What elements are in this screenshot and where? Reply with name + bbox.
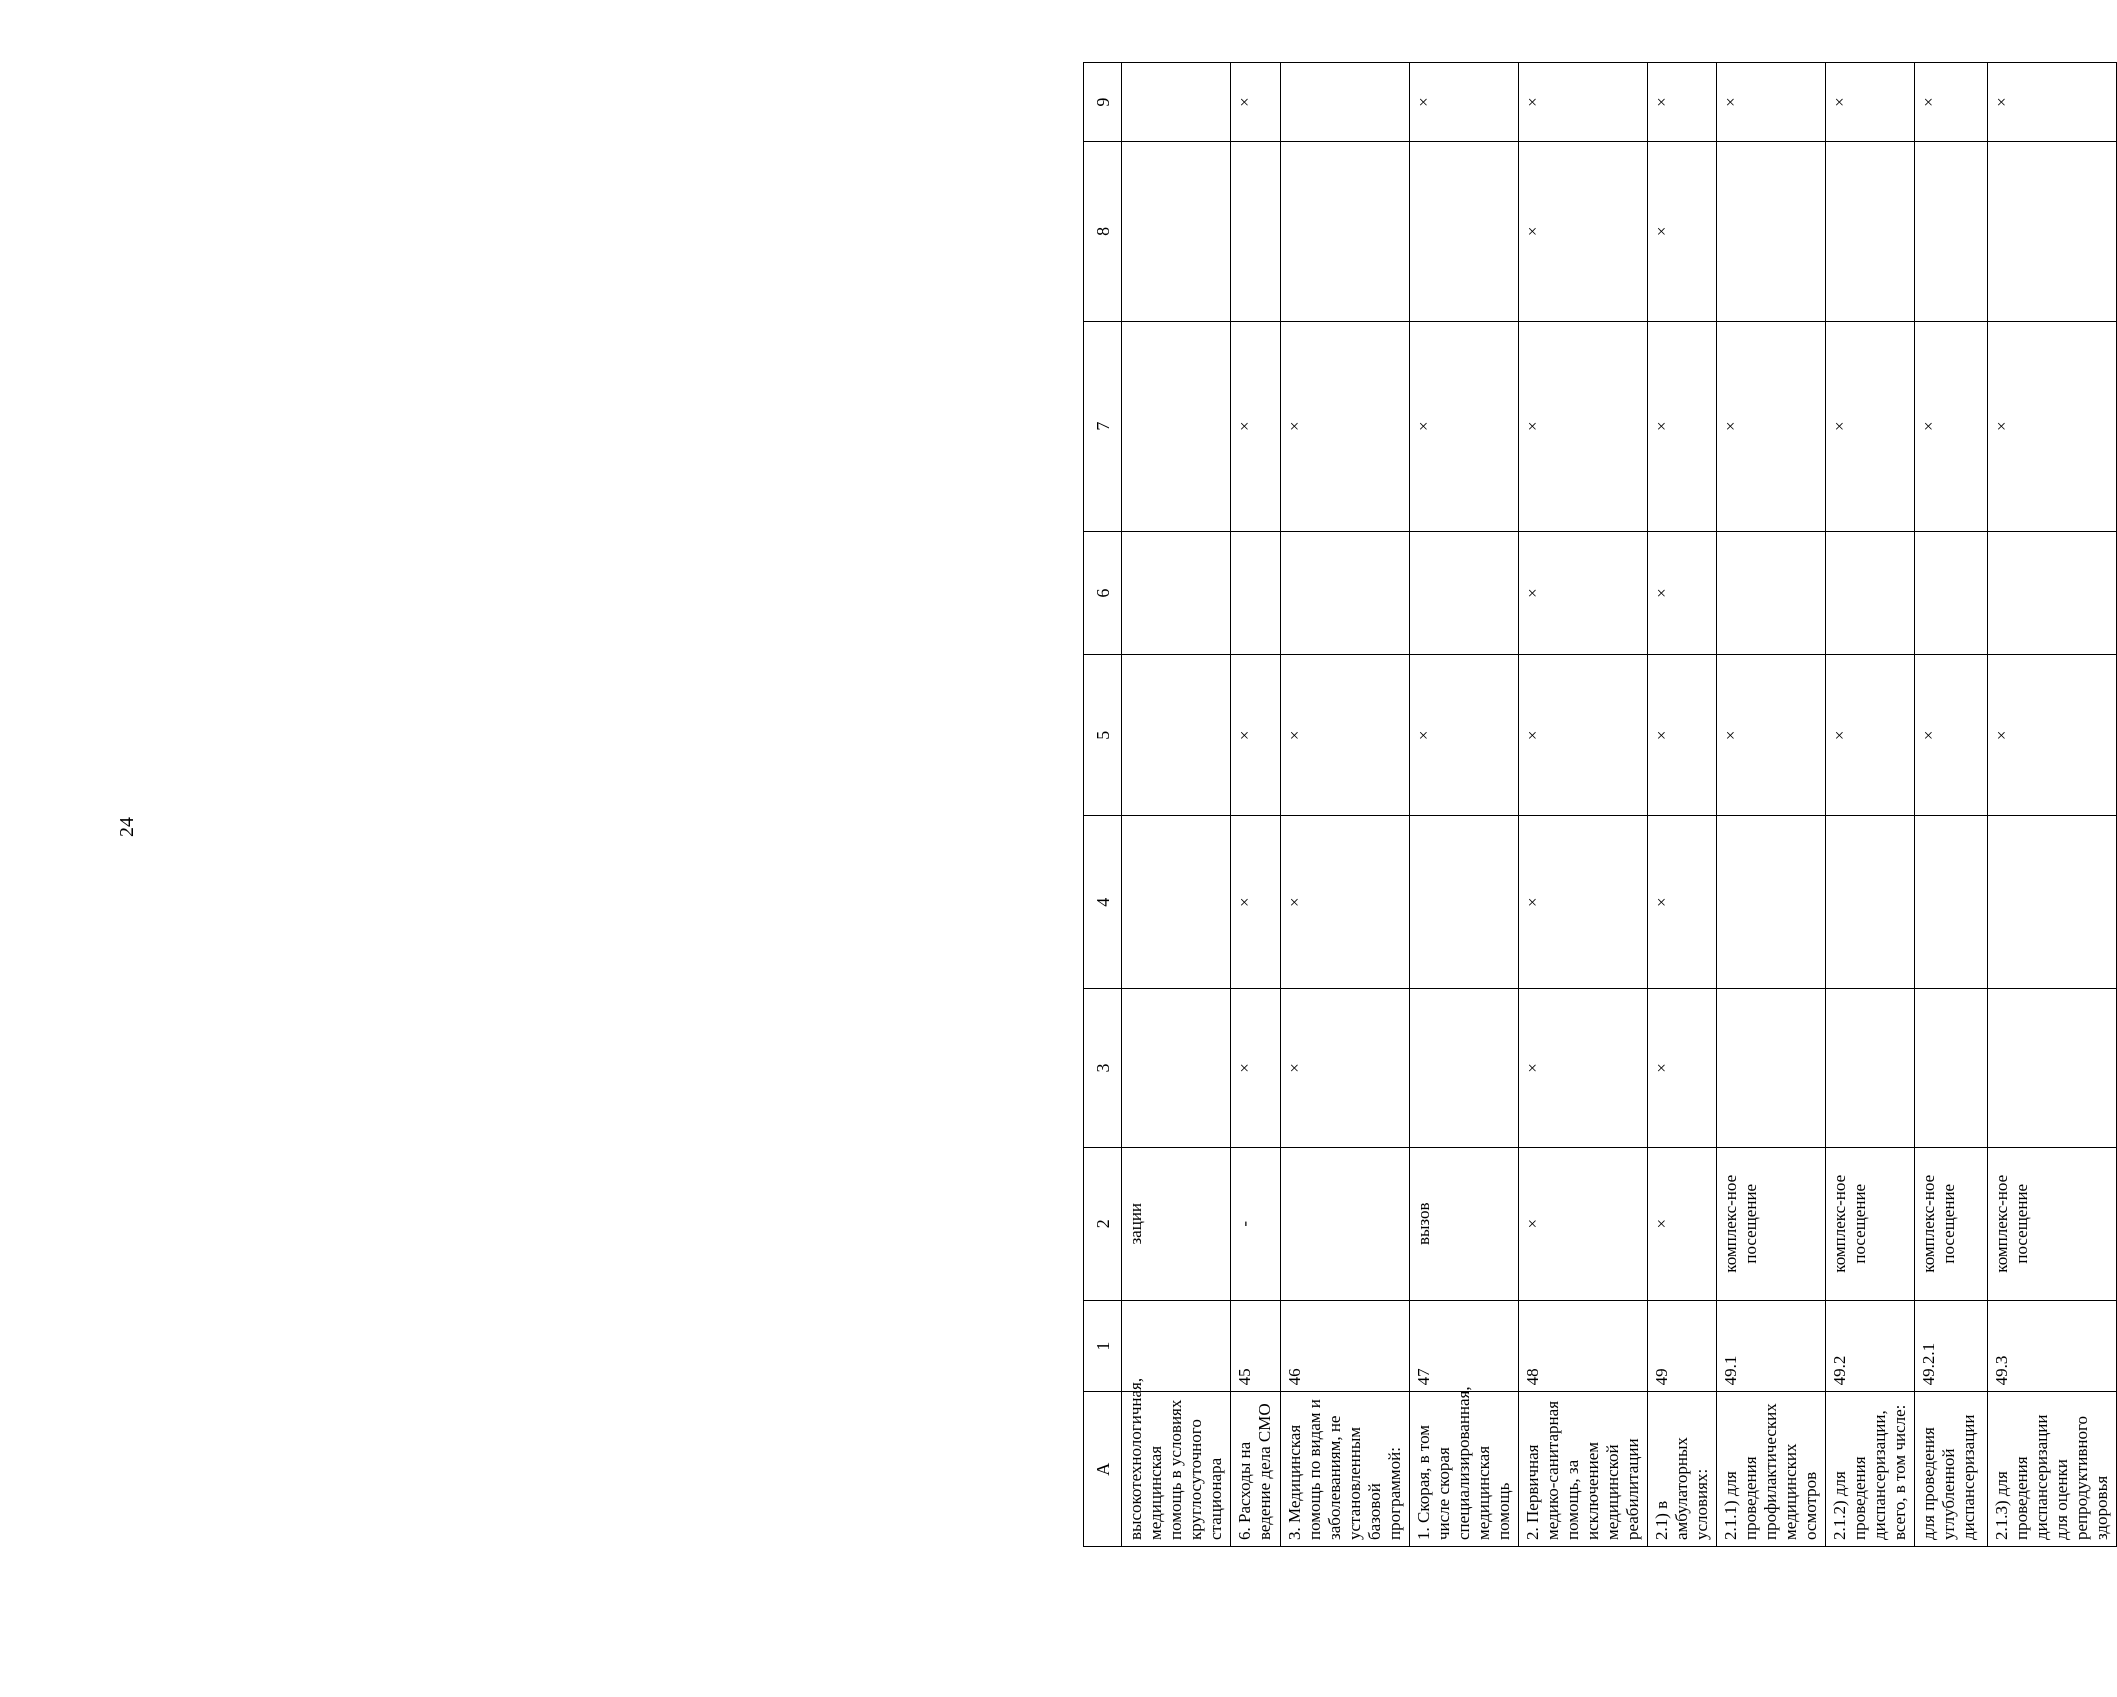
row-label-cell: 2.1.2) для проведения диспансеризации, всего, в том числе: (1826, 1392, 1915, 1547)
row-label-cell: 2. Первичная медико-санитарная помощь, за исключением медицинской реабилитации (1519, 1392, 1648, 1547)
header-cell-8: 8 (1084, 142, 1122, 321)
table-cell-col-5: × (1519, 655, 1648, 816)
table-row (1122, 63, 1231, 1547)
table-cell-col-9: × (1519, 63, 1648, 142)
table-cell-col-6: × (1519, 531, 1648, 655)
row-label-cell: 2.1.1) для проведения профилактических медицинских осмотров (1717, 1392, 1826, 1547)
table-cell-col-6 (1826, 531, 1915, 655)
table-cell-col-4 (1717, 816, 1826, 989)
table-cell-col-2: комплекс-ное посещение (1988, 1147, 2117, 1300)
table-cell-col-7: × (1826, 321, 1915, 531)
table-cell-col-3: × (1231, 989, 1281, 1147)
table-cell-col-5 (1122, 655, 1231, 816)
table-cell-col-5: × (1826, 655, 1915, 816)
table-cell-col-8: × (1519, 142, 1648, 321)
table-cell-col-1: 49.1 (1717, 1300, 1826, 1392)
table-row (1281, 63, 1410, 1547)
table-cell-col-3 (1915, 989, 1988, 1147)
table-cell-col-3: × (1519, 989, 1648, 1147)
header-cell-4: 4 (1084, 816, 1122, 989)
table-cell-col-2: комплекс-ное посещение (1915, 1147, 1988, 1300)
table-cell-col-9 (1122, 63, 1231, 142)
table-cell-col-5: × (1988, 655, 2117, 816)
table-body (1084, 63, 2117, 1547)
table-cell-col-8 (1410, 142, 1519, 321)
table-cell-col-4 (1826, 816, 1915, 989)
table-cell-col-7: × (1717, 321, 1826, 531)
header-cell-5: 5 (1084, 655, 1122, 816)
table-row (1717, 63, 1826, 1547)
header-cell-1: 1 (1084, 1300, 1122, 1392)
row-label-cell: 3. Медицинская помощь по видам и заболеваниям, не установленным базовой программой: (1281, 1392, 1410, 1547)
header-row (1084, 63, 1122, 1547)
table-cell-col-9: × (1717, 63, 1826, 142)
table-cell-col-3 (1122, 989, 1231, 1147)
table-row (1988, 63, 2117, 1547)
table-cell-col-5: × (1717, 655, 1826, 816)
table-cell-col-2: зации (1122, 1147, 1231, 1300)
header-cell-6: 6 (1084, 531, 1122, 655)
table-cell-col-5: × (1231, 655, 1281, 816)
table-cell-col-7: × (1231, 321, 1281, 531)
table-cell-col-8 (1231, 142, 1281, 321)
table-cell-col-9: × (1648, 63, 1717, 142)
table-cell-col-4 (1122, 816, 1231, 989)
table-cell-col-8 (1988, 142, 2117, 321)
table-cell-col-6 (1410, 531, 1519, 655)
table-cell-col-9: × (1231, 63, 1281, 142)
table-cell-col-6: × (1648, 531, 1717, 655)
header-cell-a: А (1084, 1392, 1122, 1547)
table-cell-col-4: × (1231, 816, 1281, 989)
table-cell-col-5: × (1281, 655, 1410, 816)
row-label-cell: для проведения углубленной диспансеризации (1915, 1392, 1988, 1547)
header-cell-7: 7 (1084, 321, 1122, 531)
table-cell-col-2 (1281, 1147, 1410, 1300)
table-cell-col-1: 45 (1231, 1300, 1281, 1392)
row-label-cell: 2.1.3) для проведения диспансеризации для оценки репродуктивного здоровья (1988, 1392, 2117, 1547)
table-cell-col-8 (1281, 142, 1410, 321)
table-cell-col-7 (1122, 321, 1231, 531)
table-cell-col-5: × (1915, 655, 1988, 816)
table-cell-col-3: × (1281, 989, 1410, 1147)
table-cell-col-4: × (1519, 816, 1648, 989)
table-row (1915, 63, 1988, 1547)
row-label-cell: 6. Расходы на ведение дела СМО (1231, 1392, 1281, 1547)
table-cell-col-4 (1915, 816, 1988, 989)
table-cell-col-5: × (1410, 655, 1519, 816)
table-cell-col-1: 49.2.1 (1915, 1300, 1988, 1392)
table-cell-col-1: 47 (1410, 1300, 1519, 1392)
table-cell-col-3 (1410, 989, 1519, 1147)
table-cell-col-6 (1122, 531, 1231, 655)
table-cell-col-3 (1717, 989, 1826, 1147)
table-cell-col-9: × (1915, 63, 1988, 142)
table-cell-col-6 (1281, 531, 1410, 655)
table-cell-col-6 (1717, 531, 1826, 655)
table-cell-col-9: × (1410, 63, 1519, 142)
table-cell-col-3: × (1648, 989, 1717, 1147)
table-cell-col-9 (1281, 63, 1410, 142)
table-cell-col-3 (1988, 989, 2117, 1147)
table-cell-col-8 (1915, 142, 1988, 321)
table-cell-col-5: × (1648, 655, 1717, 816)
header-cell-2: 2 (1084, 1147, 1122, 1300)
table-cell-col-8 (1717, 142, 1826, 321)
table-cell-col-9: × (1826, 63, 1915, 142)
header-cell-9: 9 (1084, 63, 1122, 142)
table-row (1826, 63, 1915, 1547)
rotated-table-container (1083, 62, 2111, 1547)
table-cell-col-1: 48 (1519, 1300, 1648, 1392)
table-cell-col-7: × (1988, 321, 2117, 531)
table-row (1231, 63, 1281, 1547)
row-label-cell: 1. Скорая, в том числе скорая специализированная, медицинская помощь (1410, 1392, 1519, 1547)
table-cell-col-8: × (1648, 142, 1717, 321)
header-cell-3: 3 (1084, 989, 1122, 1147)
row-label-cell: высокотехнологичная, медицинская помощь в условиях круглосуточного стационара (1122, 1392, 1231, 1547)
table-cell-col-8 (1826, 142, 1915, 321)
table-cell-col-4 (1988, 816, 2117, 989)
table-cell-col-4: × (1648, 816, 1717, 989)
table-row (1648, 63, 1717, 1547)
table-cell-col-1: 49 (1648, 1300, 1717, 1392)
table-cell-col-2: комплекс-ное посещение (1826, 1147, 1915, 1300)
table-cell-col-9: × (1988, 63, 2117, 142)
table-cell-col-6 (1231, 531, 1281, 655)
table-cell-col-6 (1988, 531, 2117, 655)
table-cell-col-1: 49.3 (1988, 1300, 2117, 1392)
table-cell-col-4: × (1281, 816, 1410, 989)
table-row (1519, 63, 1648, 1547)
table-cell-col-6 (1915, 531, 1988, 655)
table-cell-col-2: × (1648, 1147, 1717, 1300)
page-number: 24 (116, 817, 138, 837)
table-cell-col-2: комплекс-ное посещение (1717, 1147, 1826, 1300)
table-cell-col-2: вызов (1410, 1147, 1519, 1300)
table-cell-col-7: × (1410, 321, 1519, 531)
table-cell-col-7: × (1281, 321, 1410, 531)
table-cell-col-7: × (1519, 321, 1648, 531)
table-cell-col-1: 49.2 (1826, 1300, 1915, 1392)
table-row (1410, 63, 1519, 1547)
table-cell-col-7: × (1915, 321, 1988, 531)
table-cell-col-2: - (1231, 1147, 1281, 1300)
table-cell-col-3 (1826, 989, 1915, 1147)
row-label-cell: 2.1) в амбулаторных условиях: (1648, 1392, 1717, 1547)
data-table (1083, 62, 2117, 1547)
table-cell-col-4 (1410, 816, 1519, 989)
table-cell-col-2: × (1519, 1147, 1648, 1300)
table-cell-col-8 (1122, 142, 1231, 321)
table-cell-col-7: × (1648, 321, 1717, 531)
table-cell-col-1: 46 (1281, 1300, 1410, 1392)
